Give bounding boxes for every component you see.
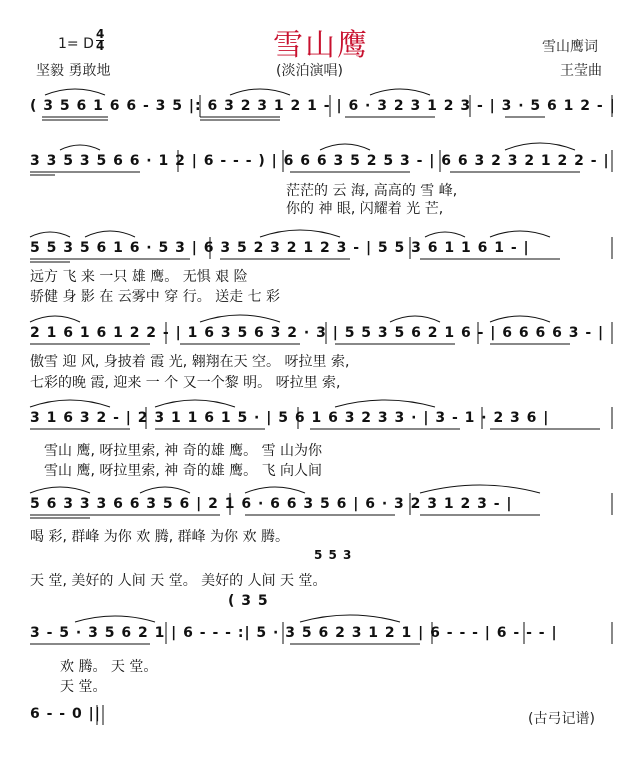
stave-7-pickup: ( 3 5 bbox=[228, 593, 269, 609]
stave-8: 6 - - 0 || bbox=[30, 706, 101, 722]
key-label: 1= D bbox=[58, 36, 94, 52]
time-top: 4 bbox=[96, 27, 105, 41]
stave-2: 3 3 5 3 5 6 6 · 1 2 | 6 - - - ) | 6 6 6 3 5 2 5 3 - | 6 6 3 2 3 2 1 2 2 - | bbox=[30, 153, 610, 169]
stave-7: 3 - 5 · 3 5 6 2 1 | 6 - - - :| 5 · 3 5 6 2 3 1 2 1 | 6 - - - | 6 - - - | bbox=[30, 625, 558, 641]
stave-6: 5 6 3 3 3 6 6 3 5 6 | 2 1 6 · 6 6 3 5 6 | 6 · 3 2 3 1 2 3 - | bbox=[30, 496, 513, 512]
stave-7-lyric-2: 天 堂。 bbox=[60, 679, 107, 695]
stave-1: ( 3 5 6 1 6 6 - 3 5 |: 6 3 2 3 1 2 1 - | 6 · 3 2 3 1 2 3 - | 3 · 5 6 1 2 - | bbox=[30, 98, 616, 114]
stave-6-lyric-1: 喝 彩, 群峰 为你 欢 腾, 群峰 为你 欢 腾。 bbox=[30, 529, 289, 545]
stave-6-lyric-2: 天 堂, 美好的 人间 天 堂。 美好的 人间 天 堂。 bbox=[30, 573, 327, 589]
stave-4-lyric-2: 七彩的晚 霞, 迎来 一 个 又一个黎 明。 呀拉里 索, bbox=[30, 375, 341, 391]
time-bottom: 4 bbox=[96, 39, 105, 53]
song-title: 雪山鹰 bbox=[273, 28, 369, 63]
stave-6-alt-notes: 5 5 3 bbox=[314, 548, 353, 562]
stave-4-lyric-1: 傲雪 迎 风, 身披着 霞 光, 翱翔在天 空。 呀拉里 索, bbox=[30, 354, 350, 370]
transcriber-credit: (古弓记谱) bbox=[528, 711, 595, 727]
performer-credit: (淡泊演唱) bbox=[276, 63, 343, 79]
stave-2-lyric-1: 茫茫的 云 海, 高高的 雪 峰, bbox=[286, 183, 458, 199]
stave-3-lyric-1: 远方 飞 来 一只 雄 鹰。 无惧 艰 险 bbox=[30, 269, 248, 285]
stave-3-lyric-2: 骄健 身 影 在 云雾中 穿 行。 送走 七 彩 bbox=[30, 289, 281, 305]
stave-5-lyric-2: 雪山 鹰, 呀拉里索, 神 奇的雄 鹰。 飞 向人间 bbox=[44, 463, 323, 479]
tempo-marking: 坚毅 勇敢地 bbox=[36, 63, 111, 79]
stave-7-lyric-1: 欢 腾。 天 堂。 bbox=[60, 659, 158, 675]
stave-5-lyric-1: 雪山 鹰, 呀拉里索, 神 奇的雄 鹰。 雪 山为你 bbox=[44, 443, 323, 459]
composer-credit: 王莹曲 bbox=[560, 63, 602, 79]
stave-5: 3 1 6 3 2 - | 2 3 1 1 6 1 5 · | 5 6 1 6 3 2 3 3 · | 3 - 1 · 2 3 6 | bbox=[30, 410, 550, 426]
lyricist-credit: 雪山鹰词 bbox=[542, 39, 598, 55]
stave-3: 5 5 3 5 6 1 6 · 5 3 | 6 3 5 2 3 2 1 2 3 - | 5 5 3 6 1 1 6 1 - | bbox=[30, 240, 530, 256]
stave-2-lyric-2: 你的 神 眼, 闪耀着 光 芒, bbox=[286, 201, 444, 217]
stave-4: 2 1 6 1 6 1 2 2 - | 1 6 3 5 6 3 2 · 3 | 5 5 3 5 6 2 1 6 - | 6 6 6 6 3 - | bbox=[30, 325, 605, 341]
